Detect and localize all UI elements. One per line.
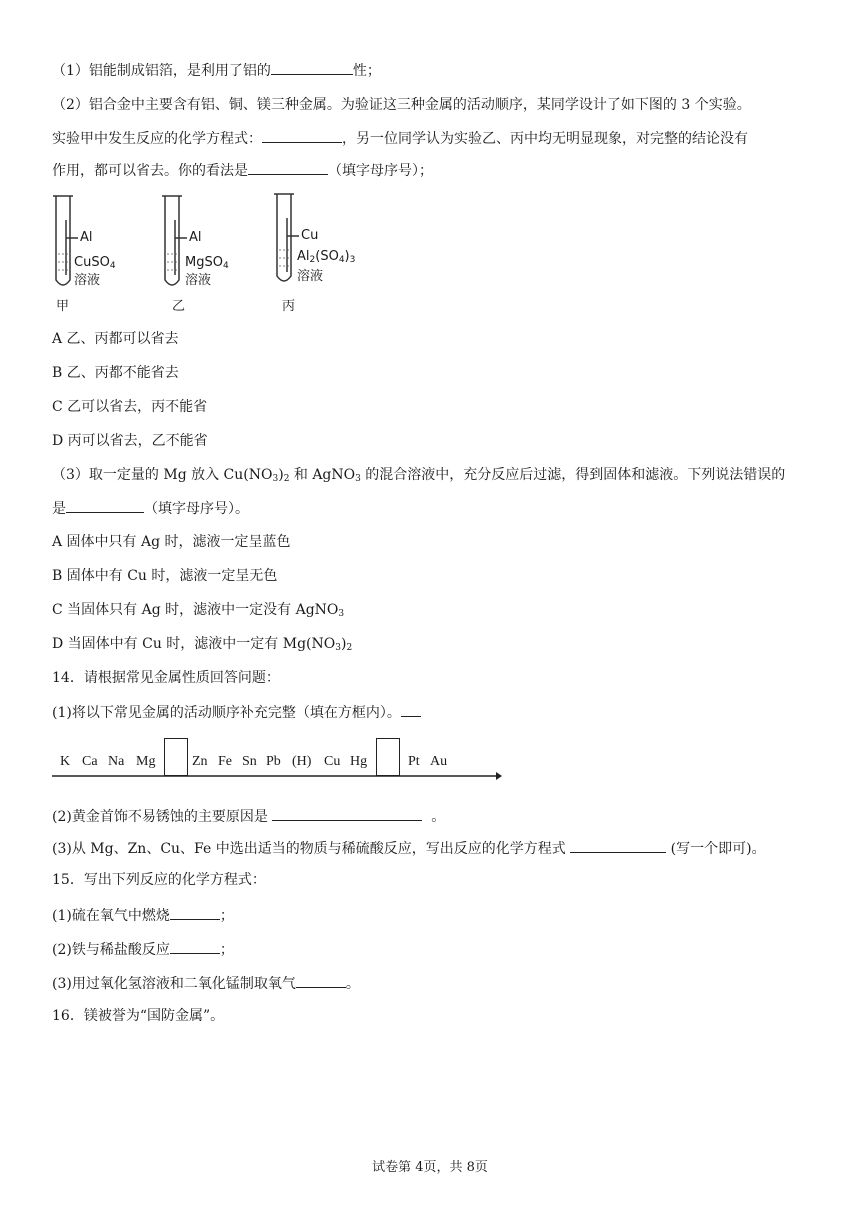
q13-part3-line2: 是 （填字母序号）。 [52,496,820,520]
answer-blank[interactable] [248,158,328,175]
option-b[interactable]: B 固体中有 Cu 时，滤液一定呈无色 [52,568,278,584]
q13-part2-line3: 作用，都可以省去。你的看法是 （填字母序号）； [52,158,820,182]
tube-solution-word: 溶液 [185,273,212,288]
metal-symbol: Au [430,754,448,769]
metal-symbol: Fe [218,754,232,769]
tube-name: 丙 [282,299,296,314]
metal-symbol: Pt [408,754,420,769]
metal-symbol: Mg [136,754,156,769]
option-a[interactable]: A 乙、丙都可以省去 [52,331,179,347]
q15-item: (2)铁与稀盐酸反应 ； [52,937,820,961]
answer-blank[interactable] [271,58,353,75]
q16-title: 16．镁被誉为“国防金属”。 [52,1008,225,1024]
test-tube-figure [52,190,392,320]
q15-item: (3)用过氧化氢溶液和二氧化锰制取氧气 。 [52,971,820,995]
tube-metal-label: Al [80,230,93,245]
answer-blank[interactable] [66,496,144,513]
q13-part3-line1: （3）取一定量的 Mg 放入 $Cu(NO_3)_2$ 和 AgNO$_3$ 的混合溶液中，充分反应后过滤，得到固体和滤液。下列说法错误的 [52,467,786,484]
answer-blank[interactable] [401,700,421,717]
metal-symbol: Na [108,754,125,769]
q13-part2-line1: （2）铝合金中主要含有铝、铜、镁三种金属。为验证这三种金属的活动顺序，某同学设计了如下图的 3 个实验。 [52,97,751,113]
answer-blank[interactable] [296,971,346,988]
metal-symbol: (H) [292,754,312,769]
answer-blank[interactable] [570,836,666,853]
metal-symbol: Sn [242,754,257,769]
metal-symbol: Zn [192,754,208,769]
metal-symbol: Cu [324,754,341,769]
metal-symbol: Ca [82,754,98,769]
tube-metal-label: Cu [301,228,319,243]
answer-blank[interactable] [272,804,422,821]
option-d[interactable]: D 丙可以省去，乙不能省 [52,433,208,449]
metal-symbol: Hg [350,754,368,769]
q15-title: 15．写出下列反应的化学方程式： [52,872,266,888]
tube-name: 乙 [172,299,186,314]
option-d[interactable]: D 当固体中有 Cu 时，滤液中一定有 $Mg(NO_3)_2$ [52,636,353,653]
answer-box[interactable] [376,738,400,776]
option-b[interactable]: B 乙、丙都不能省去 [52,365,179,381]
answer-box[interactable] [164,738,188,776]
answer-blank[interactable] [262,126,342,143]
option-c[interactable]: C 乙可以省去，丙不能省 [52,399,208,415]
answer-blank[interactable] [170,903,220,920]
tube-solution-label: $Al_2(SO_4)_3$ [297,249,356,265]
q15-item: (1)硫在氧气中燃烧 ； [52,903,820,927]
option-c[interactable]: C 当固体只有 Ag 时，滤液中一定没有 AgNO$_3$ [52,602,345,619]
q14-title: 14．请根据常见金属性质回答问题： [52,670,280,686]
q13-part1: （1）铝能制成铝箔，是利用了铝的 性； [52,58,820,82]
tube-name: 甲 [56,299,70,314]
q14-part3: (3)从 Mg、Zn、Cu、Fe 中选出适当的物质与稀硫酸反应，写出反应的化学方程式 (写一个即可)。 [52,836,820,860]
tube-metal-label: Al [189,230,202,245]
q13-part2-line2: 实验甲中发生反应的化学方程式： ，另一位同学认为实验乙、丙中均无明显现象，对完整的结论没有 [52,126,820,150]
metal-symbol: K [60,754,71,769]
metal-symbol: Pb [266,754,281,769]
q14-part1: (1)将以下常见金属的活动顺序补充完整（填在方框内）。 [52,700,820,724]
tube-solution-word: 溶液 [297,269,324,284]
activity-series [52,734,502,784]
option-a[interactable]: A 固体中只有 Ag 时，滤液一定呈蓝色 [52,534,291,550]
page-footer: 试卷第 4页，共 8页 [372,1160,488,1175]
tube-solution-word: 溶液 [74,273,101,288]
q14-part2: (2)黄金首饰不易锈蚀的主要原因是 。 [52,804,820,828]
tube-solution-label: CuSO$_4$ [74,255,116,271]
answer-blank[interactable] [170,937,220,954]
tube-solution-label: MgSO$_4$ [185,255,229,271]
